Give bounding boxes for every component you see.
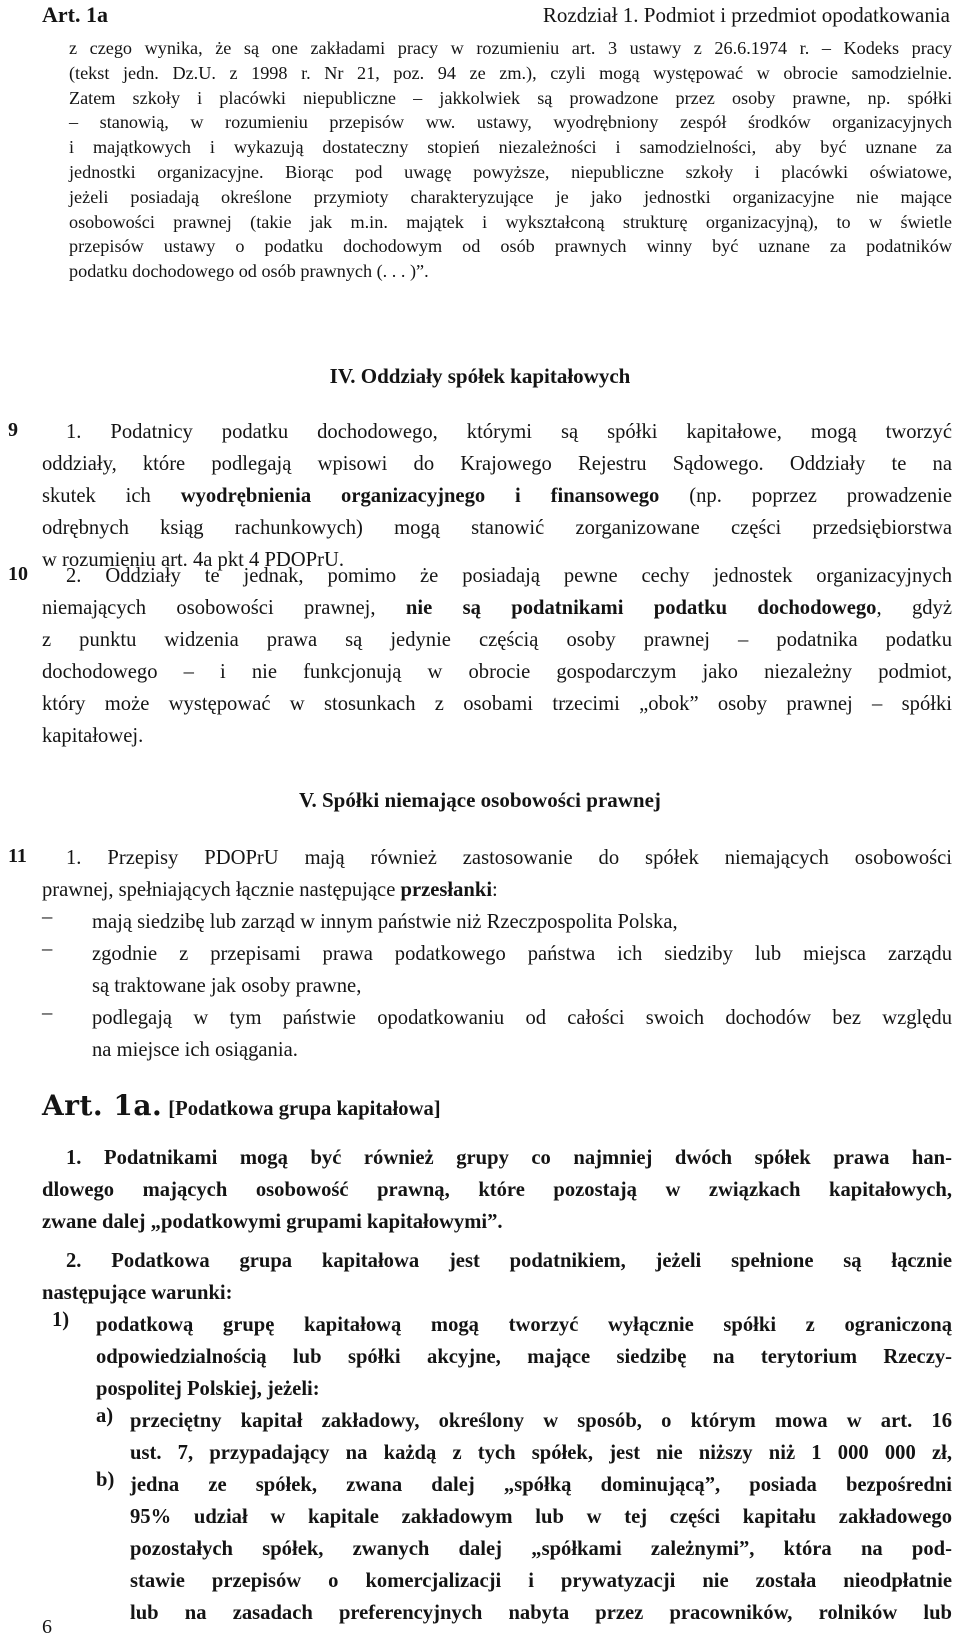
text-run: skutek ich xyxy=(42,485,181,507)
text-line: jedna ze spółek, zwana dalej „spółką dominującą”, posiada bezpośredni xyxy=(130,1474,952,1496)
text-line xyxy=(42,480,952,512)
quote-line: (tekst jedn. Dz.U. z 1998 r. Nr 21, poz. 94 ze zm.), czyli mogą występować w obrocie samodzielnie. xyxy=(69,62,952,83)
text-line: odrębnych ksiąg rachunkowych) mogą stanowić zorganizowane części przedsiębiorstwa xyxy=(42,517,952,539)
quote-line: jednostki organizacyjne. Biorąc pod uwagę powyższe, niepubliczne szkoły i placówki oświatowe, xyxy=(69,161,952,182)
text-line: dochodowego – i nie funkcjonują w obrocie gospodarczym jako niezależny podmiot, xyxy=(42,661,952,683)
quote-line: i majątkowych i wykazują dostateczny stopień niezależności i samodzielności, aby być uznane za xyxy=(69,137,952,158)
text-line: następujące warunki: xyxy=(42,1282,233,1304)
letter-a xyxy=(130,1405,952,1469)
text-line: pozostałych spółek, zwanych dalej „spółkami zależnymi”, która na pod- xyxy=(130,1538,952,1560)
text-line: dlowego mających osobowość prawną, które pozostają w związkach kapitałowych, xyxy=(42,1179,952,1201)
text-line: zgodnie z przepisami prawa podatkowego państwa ich siedziby lub miejsca zarządu xyxy=(92,943,952,965)
text-line: oddziały, które podlegają wpisowi do Krajowego Rejestru Sądowego. Oddziały te na xyxy=(42,453,952,475)
text-line: który może występować w stosunkach z osobami trzecimi „obok” osoby prawnej – spółki xyxy=(42,693,952,715)
quote-line: Zatem szkoły i placówki niepubliczne – jakkolwiek są prowadzone przez osoby prawne, np. spółki xyxy=(69,87,952,108)
quote-line: osobowości prawnej (takie jak m.in. majątek i wykształconą strukturę organizacyjną), to w świetle xyxy=(69,211,952,232)
section-heading-v: V. Spółki niemające osobowości prawnej xyxy=(299,788,661,812)
text-line: ust. 7, przypadający na każdą z tych spółek, jest nie niższy niż 1 000 000 zł, xyxy=(130,1442,952,1464)
text-line: 1. Podatnicy podatku dochodowego, którymi są spółki kapitałowe, mogą tworzyć xyxy=(66,421,952,443)
letter-label: b) xyxy=(96,1469,115,1491)
running-header-chapter: Rozdział 1. Podmiot i przedmiot opodatkowania xyxy=(542,3,950,27)
text-run: prawnej, spełniających łącznie następujące xyxy=(42,879,401,901)
quote-paragraph xyxy=(69,36,952,284)
text-line: odpowiedzialnością lub spółki akcyjne, mające siedzibę na terytorium Rzeczy- xyxy=(96,1346,952,1368)
text-line: są traktowane jak osoby prawne, xyxy=(92,975,362,997)
text-line: podlegają w tym państwie opodatkowaniu od całości swoich dochodów bez względu xyxy=(92,1007,952,1029)
list-item xyxy=(92,906,952,938)
list-bullet-dash: – xyxy=(42,906,53,928)
list-bullet-dash: – xyxy=(42,1002,53,1024)
list-bullet-dash: – xyxy=(42,938,53,960)
text-line: w rozumieniu art. 4a pkt 4 PDOPrU. xyxy=(42,549,344,571)
text-line: mają siedzibę lub zarząd w innym państwie niż Rzeczpospolita Polska, xyxy=(92,911,678,933)
quote-line: – stanowią, w rozumieniu przepisów ww. ustawy, wyodrębniony zespół środków organizacyjnych xyxy=(69,112,952,133)
quote-line: podatku dochodowego od osób prawnych (. . . )”. xyxy=(69,261,429,282)
paragraph-11 xyxy=(42,842,952,906)
text-line: przeciętny kapitał zakładowy, określony w sposób, o którym mowa w art. 16 xyxy=(130,1410,952,1432)
point-label: 1) xyxy=(52,1309,70,1331)
quote-line: z czego wynika, że są one zakładami pracy w rozumieniu art. 3 ustawy z 26.6.1974 r. – Kodeks pracy xyxy=(69,38,952,58)
text-run: , gdyż xyxy=(876,597,952,619)
margin-number: 11 xyxy=(8,845,27,867)
text-line: stawie przepisów o komercjalizacji i prywatyzacji nie została nieodpłatnie xyxy=(130,1570,952,1592)
list-item xyxy=(92,938,952,1002)
text-line: podatkową grupę kapitałową mogą tworzyć wyłącznie spółki z ograniczoną xyxy=(96,1314,952,1336)
article-heading xyxy=(42,1089,441,1122)
letter-label: a) xyxy=(96,1405,114,1427)
text-line: pospolitej Polskiej, jeżeli: xyxy=(96,1378,320,1400)
section-heading-iv: IV. Oddziały spółek kapitałowych xyxy=(329,364,631,388)
text-line xyxy=(42,874,952,906)
article-paragraph-1 xyxy=(42,1142,952,1238)
text-line xyxy=(42,592,952,624)
letter-b xyxy=(130,1469,952,1629)
quote-line: jeżeli posiadają określone przymioty charakteryzujące je jako jednostki organizacyjne nie mające xyxy=(69,186,952,207)
point-1 xyxy=(96,1309,952,1405)
text-line: 1. Podatnikami mogą być również grupy co najmniej dwóch spółek prawa han- xyxy=(66,1147,952,1169)
article-title: [Podatkowa grupa kapitałowa] xyxy=(168,1098,441,1120)
article-number: Art. 1a. xyxy=(42,1089,163,1122)
paragraph-10 xyxy=(42,560,952,752)
page-number: 6 xyxy=(42,1616,52,1638)
article-paragraph-2 xyxy=(42,1245,952,1309)
text-line: na miejsce ich osiągania. xyxy=(92,1039,298,1061)
text-run: (np. poprzez prowadzenie xyxy=(659,485,952,507)
text-line: 2. Oddziały te jednak, pomimo że posiadają pewne cechy jednostek organizacyjnych xyxy=(66,565,952,587)
running-header-article: Art. 1a xyxy=(42,2,108,27)
text-line: z punktu widzenia prawa są jedynie częścią osoby prawnej – podatnika podatku xyxy=(42,629,952,651)
quote-line: przepisów ustawy o podatku dochodowym od osób prawnych winny być uznane za podatników xyxy=(69,236,952,257)
margin-number: 10 xyxy=(8,563,28,585)
text-line: kapitałowej. xyxy=(42,725,144,747)
emphasis-text: wyodrębnienia organizacyjnego i finansowego xyxy=(180,485,660,507)
text-run: niemających osobowości prawnej, xyxy=(42,597,406,619)
emphasis-text: przesłanki xyxy=(400,879,493,901)
paragraph-9 xyxy=(42,416,952,576)
text-line: 2. Podatkowa grupa kapitałowa jest podatnikiem, jeżeli spełnione są łącznie xyxy=(66,1250,952,1272)
text-line: 1. Przepisy PDOPrU mają również zastosowanie do spółek niemających osobowości xyxy=(66,847,952,869)
list-item xyxy=(92,1002,952,1066)
margin-number: 9 xyxy=(8,419,18,441)
emphasis-text: nie są podatnikami podatku dochodowego xyxy=(405,597,877,619)
text-line: lub na zasadach preferencyjnych nabyta przez pracowników, rolników lub xyxy=(130,1602,952,1624)
text-line: zwane dalej „podatkowymi grupami kapitałowymi”. xyxy=(42,1211,503,1233)
text-line: 95% udział w kapitale zakładowym lub w tej części kapitału zakładowego xyxy=(130,1506,952,1528)
text-run: : xyxy=(492,879,498,901)
